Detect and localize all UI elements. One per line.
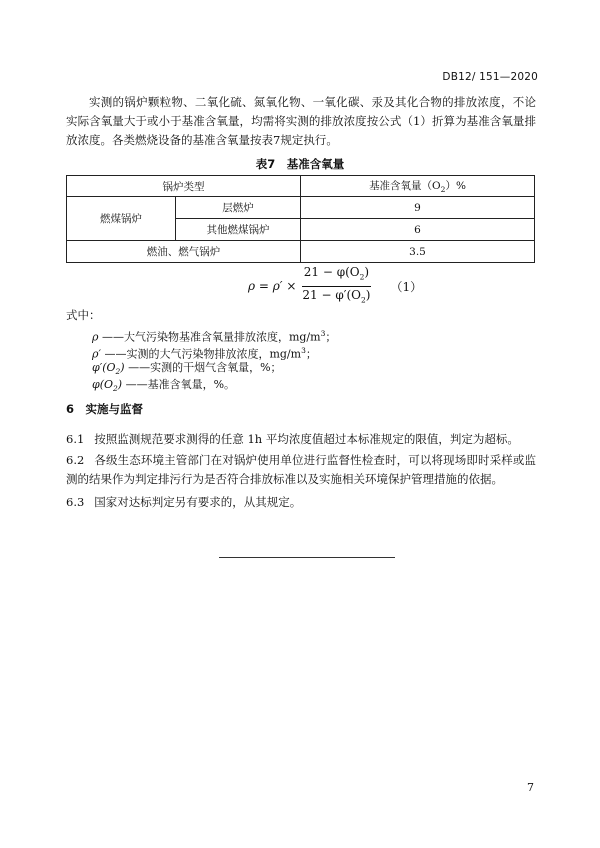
- where-label: 式中：: [66, 308, 101, 322]
- symbol-end: ): [117, 378, 123, 391]
- clause-6-1: [66, 430, 536, 449]
- clause-number: 6.2: [66, 453, 85, 467]
- section-6-heading: 6 实施与监督: [66, 402, 144, 416]
- formula-denominator: [300, 287, 372, 307]
- end-rule: [219, 557, 395, 558]
- header-boiler-type: 锅炉类型: [67, 176, 301, 197]
- definition-symbol: [92, 378, 123, 394]
- boiler-type-cell: 其他燃煤锅炉: [176, 219, 301, 241]
- definition-text: ——大气污染物基准含氧量排放浓度，mg/m: [98, 330, 321, 344]
- definition-end: ；: [325, 330, 337, 344]
- header-oxygen: [301, 176, 535, 197]
- formula-numerator: [302, 265, 371, 286]
- definition-symbol: ρ: [92, 330, 99, 344]
- table-row: [67, 241, 535, 263]
- symbol-sub: 2: [113, 384, 118, 394]
- coal-boiler-group: 燃煤锅炉: [67, 197, 176, 241]
- formula-lhs: ρ = ρ′ ×: [248, 279, 297, 293]
- page-number: 7: [527, 781, 534, 794]
- clause-text: 按照监测规范要求测得的任意 1h 平均浓度值超过本标准规定的限值，判定为超标。: [94, 432, 519, 446]
- oxygen-value-cell: 3.5: [301, 241, 535, 263]
- oxygen-reference-table: [66, 175, 535, 263]
- clause-number: 6.1: [66, 432, 85, 446]
- symbol-sub: 2: [115, 367, 121, 377]
- numerator-sub: 2: [359, 272, 365, 282]
- clause-text: 各级生态环境主管部门在对锅炉使用单位进行监督性检查时，可以将现场即时采样或监测的结果作为判定排污行为是否符合排放标准以及实施相关环境保护管理措施的依据。: [66, 453, 536, 486]
- definition-item: [92, 376, 235, 397]
- formula-number: （1）: [390, 279, 423, 294]
- oxygen-value-cell: 9: [301, 197, 535, 219]
- header-oxygen-suffix: ）%: [445, 179, 466, 192]
- symbol-end: ): [120, 361, 125, 374]
- clause-text: 国家对达标判定另有要求的，从其规定。: [94, 495, 302, 509]
- boiler-type-cell: 燃油、燃气锅炉: [67, 241, 301, 263]
- clause-number: 6.3: [66, 495, 85, 509]
- header-oxygen-sub: 2: [440, 185, 446, 195]
- table-row: [67, 197, 535, 219]
- formula-fraction: [300, 265, 372, 307]
- oxygen-value-cell: 6: [301, 219, 535, 241]
- denominator-sub: 2: [361, 294, 366, 304]
- table-header-row: [67, 176, 535, 197]
- header-oxygen-label: 基准含氧量（O: [369, 179, 441, 192]
- definition-symbol: ρ′: [92, 347, 101, 361]
- definition-text: ——实测的大气污染物排放浓度，mg/m: [100, 347, 302, 361]
- symbol-text: φ′(O: [92, 361, 116, 374]
- table-title: 表7 基准含氧量: [255, 157, 345, 171]
- definition-end: ；: [305, 347, 317, 361]
- definition-sup: 3: [301, 346, 306, 355]
- definition-text: ——基准含氧量，%。: [122, 378, 236, 391]
- boiler-type-cell: 层燃炉: [176, 197, 301, 219]
- symbol-text: φ(O: [92, 378, 114, 391]
- formula-1: [248, 265, 423, 304]
- intro-paragraph: 实测的锅炉颗粒物、二氧化硫、氮氧化物、一氧化碳、汞及其化合物的排放浓度，不论实际含氧量大于或小于基准含氧量，均需将实测的排放浓度按公式（1）折算为基准含氧量排放浓度。各类燃烧设备的基准含氧量按表7规定执行。: [66, 95, 536, 147]
- document-id: DB12/ 151—2020: [442, 71, 538, 83]
- numerator-text: 21 − φ(O: [303, 265, 360, 280]
- clause-6-2: [66, 451, 536, 489]
- numerator-end: ): [364, 265, 370, 280]
- definition-symbol: [92, 361, 125, 377]
- clause-6-3: [66, 493, 536, 512]
- definition-text: ——实测的干烟气含氧量，%；: [124, 361, 282, 374]
- definition-sup: 3: [320, 329, 326, 338]
- denominator-end: ): [365, 287, 371, 302]
- denominator-text: 21 − φ′(O: [302, 287, 361, 302]
